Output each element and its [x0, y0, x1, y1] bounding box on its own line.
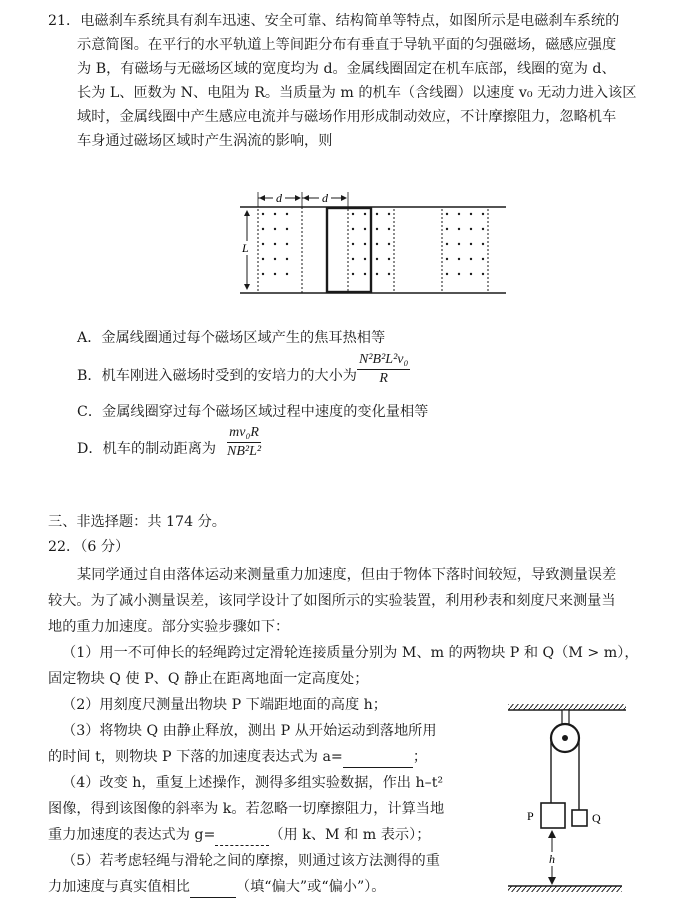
q22-step4b: 图像，得到该图像的斜率为 k。若忽略一切摩擦阻力，计算当地 [48, 801, 445, 817]
q22-step5a: （5）若考虑轻绳与滑轮之间的摩擦，则通过该方法测得的重 [62, 853, 440, 869]
q21-line-6: 车身通过磁场区域时产生涡流的影响，则 [77, 133, 333, 149]
label-d-2: d [322, 191, 328, 205]
q21-line-4: 长为 L、匝数为 N、电阻为 R。当质量为 m 的机车（含线圈）以速度 v₀ 无动力进入该区 [77, 85, 637, 101]
option-b-numerator: N²B²L²v₀ [357, 352, 410, 370]
q21-line-3: 为 B，有磁场与无磁场区域的宽度均为 d。金属线圈固定在机车底部，线圈的宽为 d、 [77, 61, 616, 77]
q22-step4c-text: 重力加速度的表达式为 g= [48, 827, 216, 843]
q22-step4c-end: （用 k、M 和 m 表示）； [269, 827, 431, 843]
ground-hatch [508, 886, 622, 892]
block-p [541, 803, 565, 828]
q22-step5b-end: （填“偏大”或“偏小”）。 [235, 879, 386, 895]
q22-intro-1: 某同学通过自由落体运动来测量重力加速度，但由于物体下落时间较短，导致测量误差 [77, 567, 617, 583]
section-heading: 三、非选择题：共 174 分。 [48, 514, 226, 530]
q22-step5b-text: 力加速度与真实值相比 [48, 879, 190, 895]
label-d-1: d [276, 191, 282, 205]
q21-line-5: 域时，金属线圈中产生感应电流并与磁场作用形成制动效应，不计摩擦阻力，忽略机车 [77, 109, 617, 125]
block-q [572, 810, 587, 826]
q22-step4a: （4）改变 h，重复上述操作，测得多组实验数据，作出 h–t² [62, 775, 444, 791]
option-c: C．金属线圈穿过每个磁场区域过程中速度的变化量相等 [77, 404, 429, 420]
q22-step3b-end: ； [412, 749, 428, 765]
q22-title: 22．（6 分） [48, 539, 130, 555]
option-b-denominator: R [379, 371, 388, 386]
label-p: P [527, 809, 534, 823]
option-d-numerator: mv₀R [227, 425, 261, 443]
option-d-denominator: NB²L² [227, 444, 262, 459]
label-q: Q [592, 811, 601, 825]
q21-line-2: 示意简图。在平行的水平轨道上等间距分布有垂直于导轨平面的匀强磁场，磁感应强度 [77, 37, 617, 53]
q22-step3b-text: 的时间 t，则物块 P 下落的加速度表达式为 a= [48, 749, 343, 765]
q22-step1b: 固定物块 Q 使 P、Q 静止在距离地面一定高度处； [48, 671, 369, 687]
ceiling-hatch [508, 704, 626, 710]
option-a: A．金属线圈通过每个磁场区域产生的焦耳热相等 [77, 330, 386, 346]
q22-step3a: （3）将物块 Q 由静止释放，测出 P 从开始运动到落地所用 [62, 723, 437, 739]
label-h: h [549, 852, 555, 866]
q22-step1a: （1）用一不可伸长的轻绳跨过定滑轮连接质量分别为 M、m 的两物块 P 和 Q（M > m）， [62, 645, 639, 661]
option-b-text: B．机车刚进入磁场时受到的安培力的大小为 [77, 368, 357, 384]
q22-intro-2: 较大。为了减小测量误差，该同学设计了如图所示的实验装置，利用秒表和刻度尺来测量当 [48, 593, 616, 609]
label-L: L [242, 241, 249, 255]
q21-line-1: 21．电磁刹车系统具有刹车迅速、安全可靠、结构简单等特点，如图所示是电磁刹车系统的 [48, 13, 620, 29]
pulley-axle [562, 735, 568, 741]
q22-step2: （2）用刻度尺测量出物块 P 下端距地面的高度 h； [62, 697, 387, 713]
option-d-text: D．机车的制动距离为 [77, 441, 217, 457]
q22-intro-3: 地的重力加速度。部分实验步骤如下： [48, 619, 290, 635]
